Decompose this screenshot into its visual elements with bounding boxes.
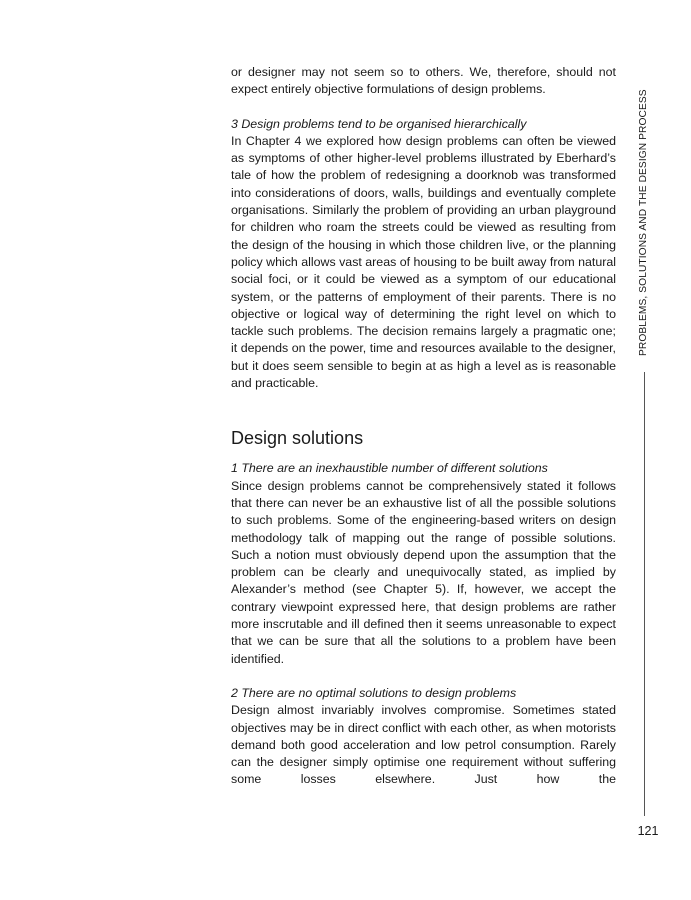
spacer [231,99,616,116]
point-3-title: 3 Design problems tend to be organised hierarchically [231,116,527,131]
point-3-body: In Chapter 4 we explored how design problems can often be viewed as symptoms of other higher-level problems illustrated by Eberhard’s tale of how the problem of redesigning a doorknob was transformed into considerations of doors, walls, buildings and eventually complete organisations. Similarly the problem of providing an urban playground for children who roam the streets could be viewed as resulting from the design of the housing in which those children live, or the planning policy which allows vast areas of housing to be built away from natural social foci, or it could be viewed as a symptom of our educational system, or the patterns of employment of their parents. There is no objective or logical way of determining the right level on which to tackle such problems. The decision remains largely a pragmatic one; it depends on the power, time and resources available to the designer, but it does seem sensible to begin at as high a level as is reasonable and practicable. [231,133,616,391]
intro-paragraph: or designer may not seem so to others. We, therefore, should not expect entirely objective formulations of design problems. [231,65,616,97]
page-number: 121 [637,824,659,838]
solution-1-title: 1 There are an inexhaustible number of different solutions [231,461,548,476]
spacer [231,392,616,426]
solution-2-title: 2 There are no optimal solutions to design problems [231,685,517,700]
main-text-column [231,64,616,789]
running-head-text: PROBLEMS, SOLUTIONS AND THE DESIGN PROCESS [638,89,649,356]
section-heading-design-solutions: Design solutions [231,428,364,449]
spacer [231,450,616,460]
running-head-rule [644,372,645,816]
solution-1-body: Since design problems cannot be comprehensively stated it follows that there can never be an exhaustive list of all the possible solutions to such problems. Some of the engineering-based writers on design methodology talk of mapping out the range of possible solutions. Such a notion must obviously depend upon the assumption that the problem can be clearly and unequivocally stated, as implied by Alexander’s method (see Chapter 5). If, however, we accept the contrary viewpoint expressed here, that design problems are rather more inscrutable and ill defined then it seems unreasonable to expect that we can be sure that all the solutions to a problem have been identified. [231,478,616,666]
spacer [231,668,616,685]
running-head-sidebar [638,66,652,816]
solution-2-body: Design almost invariably involves compromise. Sometimes stated objectives may be in direct conflict with each other, as when motorists demand both good acceleration and low petrol consumption. Rarely can the designer simply optimise one requirement without suffering some losses elsewhere. Just how the [231,703,616,787]
